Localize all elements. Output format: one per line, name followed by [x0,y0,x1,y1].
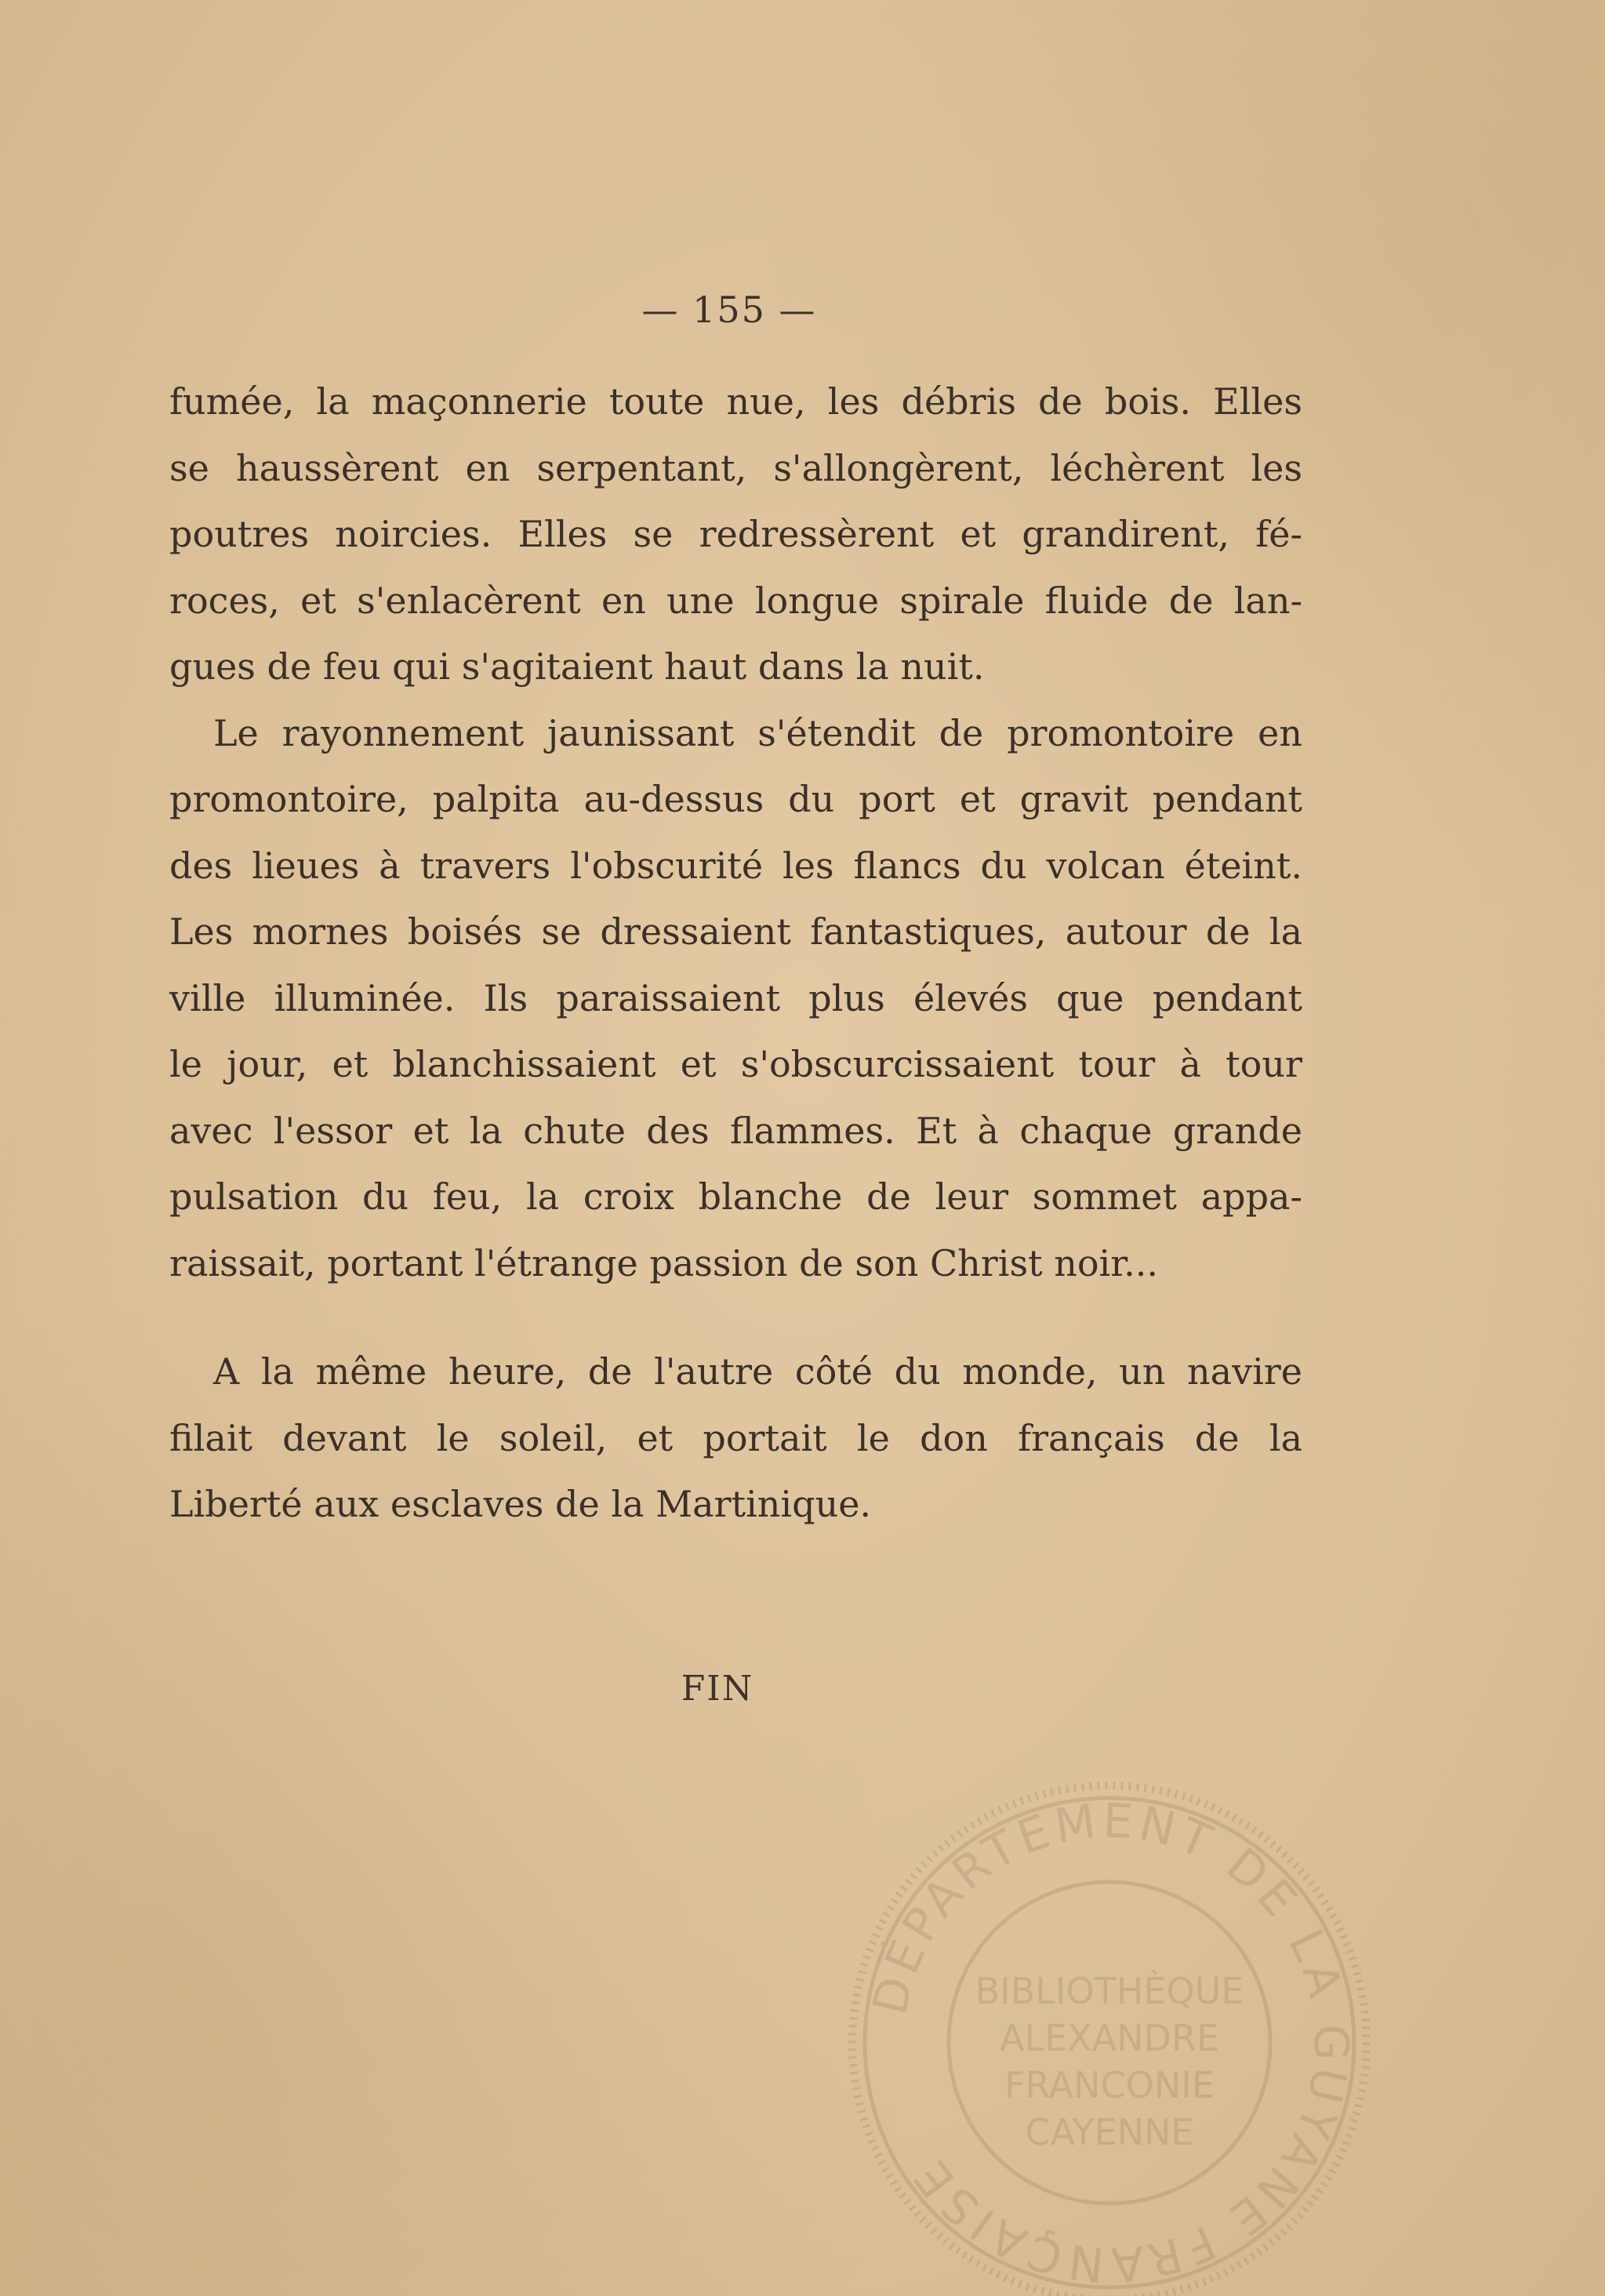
paragraph-1 [169,369,1302,700]
text-line: filait devant le soleil, et portait le don français de la [169,1416,1302,1459]
stamp-outer-text: DÉPARTEMENT DE LA GUYANE FRANÇAISE [862,1793,1359,2292]
stamp-line: ALEXANDRE [1000,2017,1219,2059]
text-line: raissait, portant l'étrange passion de son Christ noir... [169,1241,1159,1284]
page-number: — 155 — [641,289,817,331]
text-line: Liberté aux esclaves de la Martinique. [169,1483,872,1525]
text-line: roces, et s'enlacèrent en une longue spirale fluide de lan- [169,579,1302,622]
text-line: avec l'essor et la chute des flammes. Et à chaque grande [169,1109,1302,1152]
stamp-line: BIBLIOTHÈQUE [975,1970,1244,2012]
stamp-line: CAYENNE [1025,2111,1194,2153]
text-line: pulsation du feu, la croix blanche de leur sommet appa- [169,1175,1302,1218]
text-line: se haussèrent en serpentant, s'allongèrent, léchèrent les [169,446,1302,489]
text-line: A la même heure, de l'autre côté du monde, un navire [213,1350,1302,1393]
body-text [169,369,1302,1538]
library-stamp [843,1776,1376,2296]
text-line: des lieues à travers l'obscurité les flancs du volcan éteint. [169,844,1302,887]
text-line: poutres noircies. Elles se redressèrent et grandirent, fé- [169,513,1302,555]
text-line: ville illuminée. Ils paraissaient plus élevés que pendant [169,976,1302,1019]
text-line: Les mornes boisés se dressaient fantastiques, autour de la [169,910,1302,953]
stamp-line: FRANCONIE [1004,2064,1215,2106]
paragraph-gap [169,1296,1302,1339]
end-mark: FIN [681,1669,754,1709]
text-line: promontoire, palpita au-dessus du port et gravit pendant [169,778,1302,820]
text-line: gues de feu qui s'agitaient haut dans la nuit. [169,645,985,688]
paragraph-2 [169,700,1302,1297]
text-line: fumée, la maçonnerie toute nue, les débris de bois. Elles [169,380,1302,423]
text-line: le jour, et blanchissaient et s'obscurcissaient tour à tour [169,1043,1302,1085]
text-line: Le rayonnement jaunissant s'étendit de promontoire en [213,711,1302,754]
paragraph-3 [169,1339,1302,1538]
